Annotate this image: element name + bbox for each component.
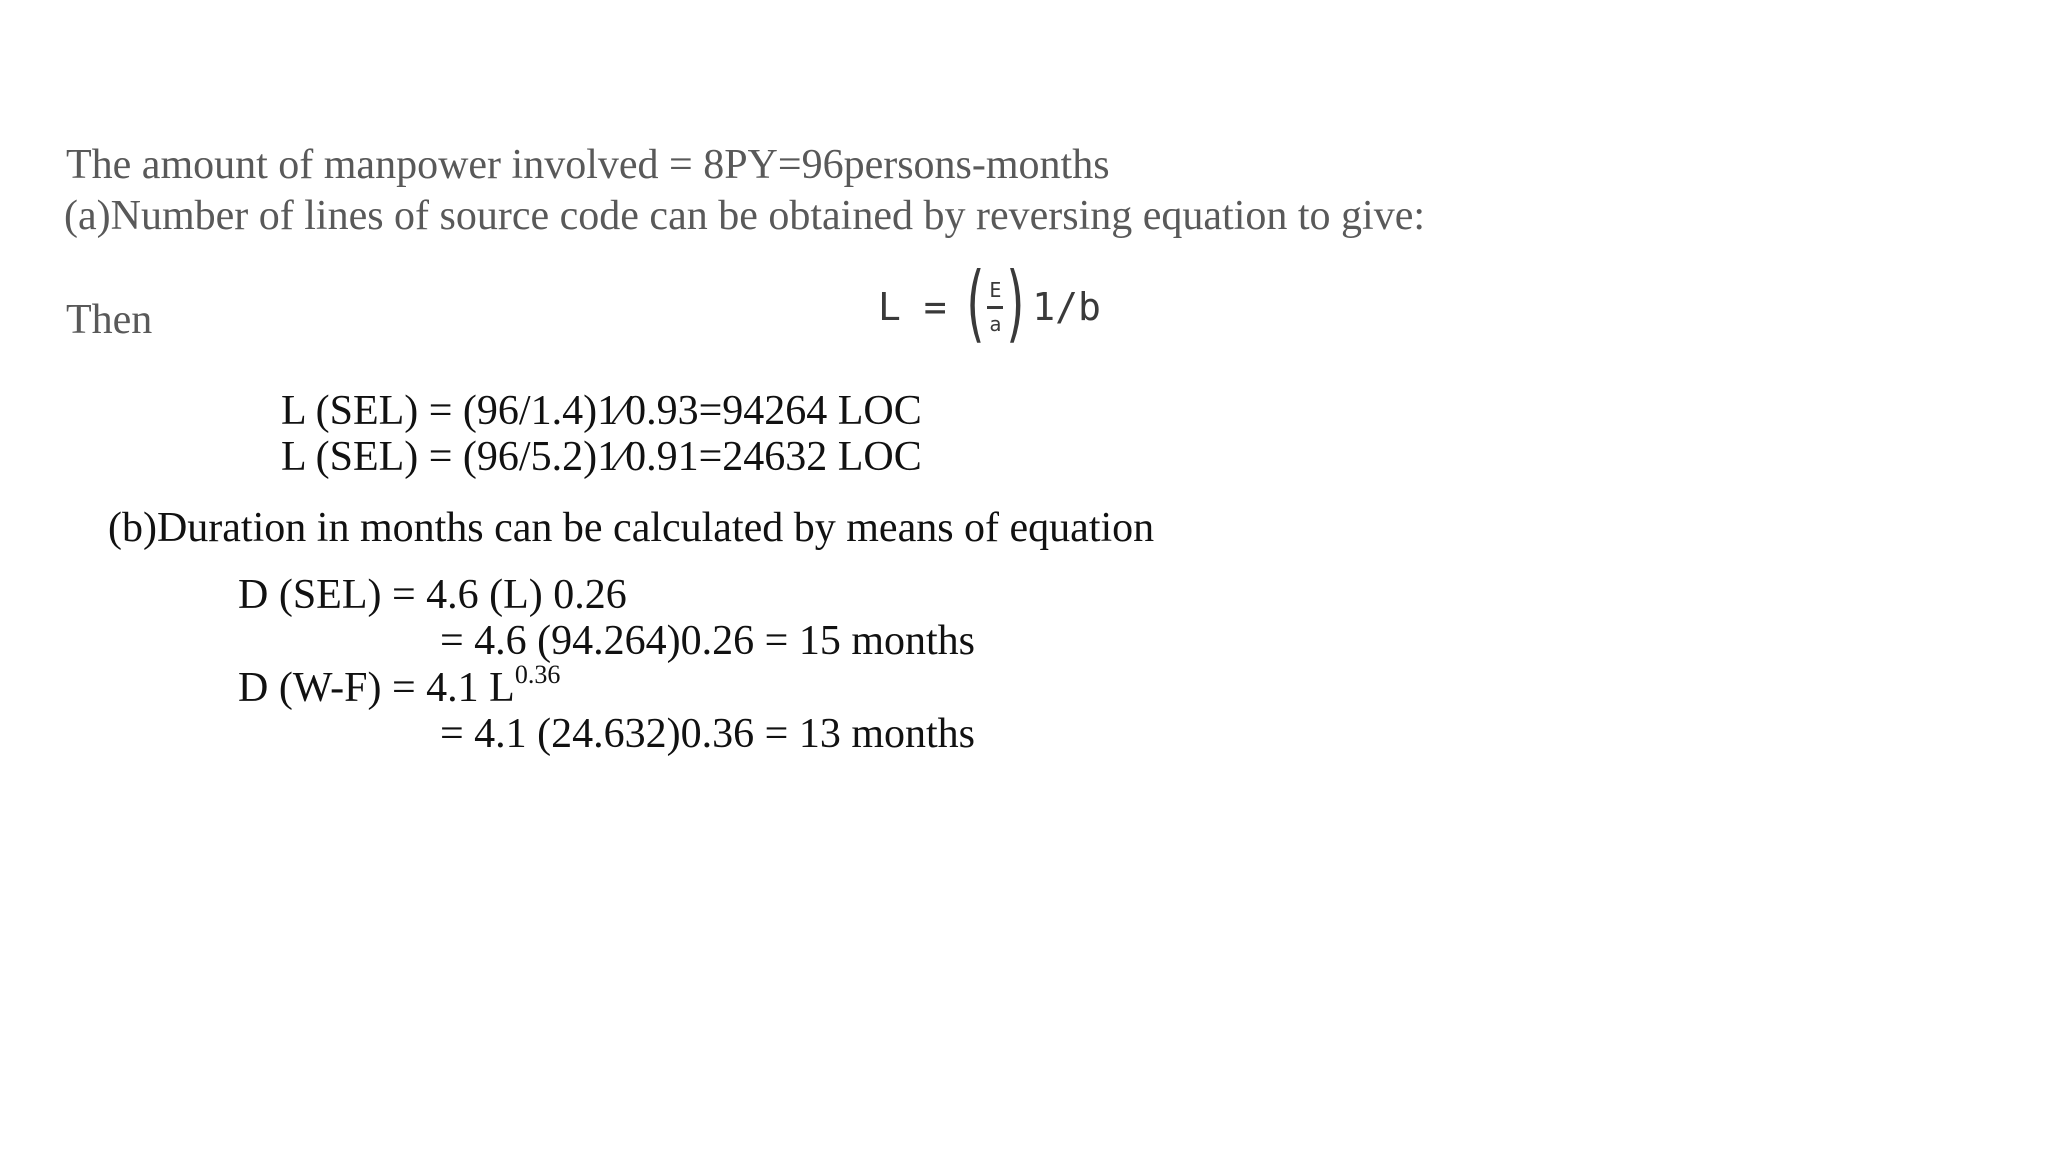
formula-lhs: L = [878, 285, 947, 329]
duration-wf-equation [238, 660, 561, 711]
duration-wf-base: D (W-F) = 4.1 L [238, 665, 515, 711]
duration-sel-calculation: = 4.6 (94.264)0.26 = 15 months [440, 618, 976, 664]
formula-left-paren: ( [966, 254, 985, 352]
fraction-bar [987, 306, 1003, 309]
duration-sel-equation: D (SEL) = 4.6 (L) 0.26 [238, 572, 627, 618]
duration-wf-exponent: 0.36 [514, 660, 561, 689]
manpower-statement: The amount of manpower involved = 8PY=96persons-months [66, 142, 1110, 188]
loc-sel-line-1: L (SEL) = (96/1.4)1⁄0.93=94264 LOC [281, 388, 922, 434]
then-label: Then [66, 297, 153, 343]
part-b-statement: (b)Duration in months can be calculated by means of equation [108, 505, 1155, 551]
part-a-statement: (a)Number of lines of source code can be obtained by reversing equation to give: [64, 193, 1426, 239]
formula-exponent: 1/b [1032, 285, 1101, 329]
formula-numerator: E [989, 278, 1002, 302]
loc-formula [878, 254, 1101, 352]
duration-wf-calculation: = 4.1 (24.632)0.36 = 13 months [440, 711, 976, 757]
formula-denominator: a [989, 312, 1002, 336]
loc-sel-line-2: L (SEL) = (96/5.2)1⁄0.91=24632 LOC [281, 434, 922, 480]
formula-right-paren: ) [1006, 254, 1025, 352]
formula-fraction [987, 280, 1003, 334]
